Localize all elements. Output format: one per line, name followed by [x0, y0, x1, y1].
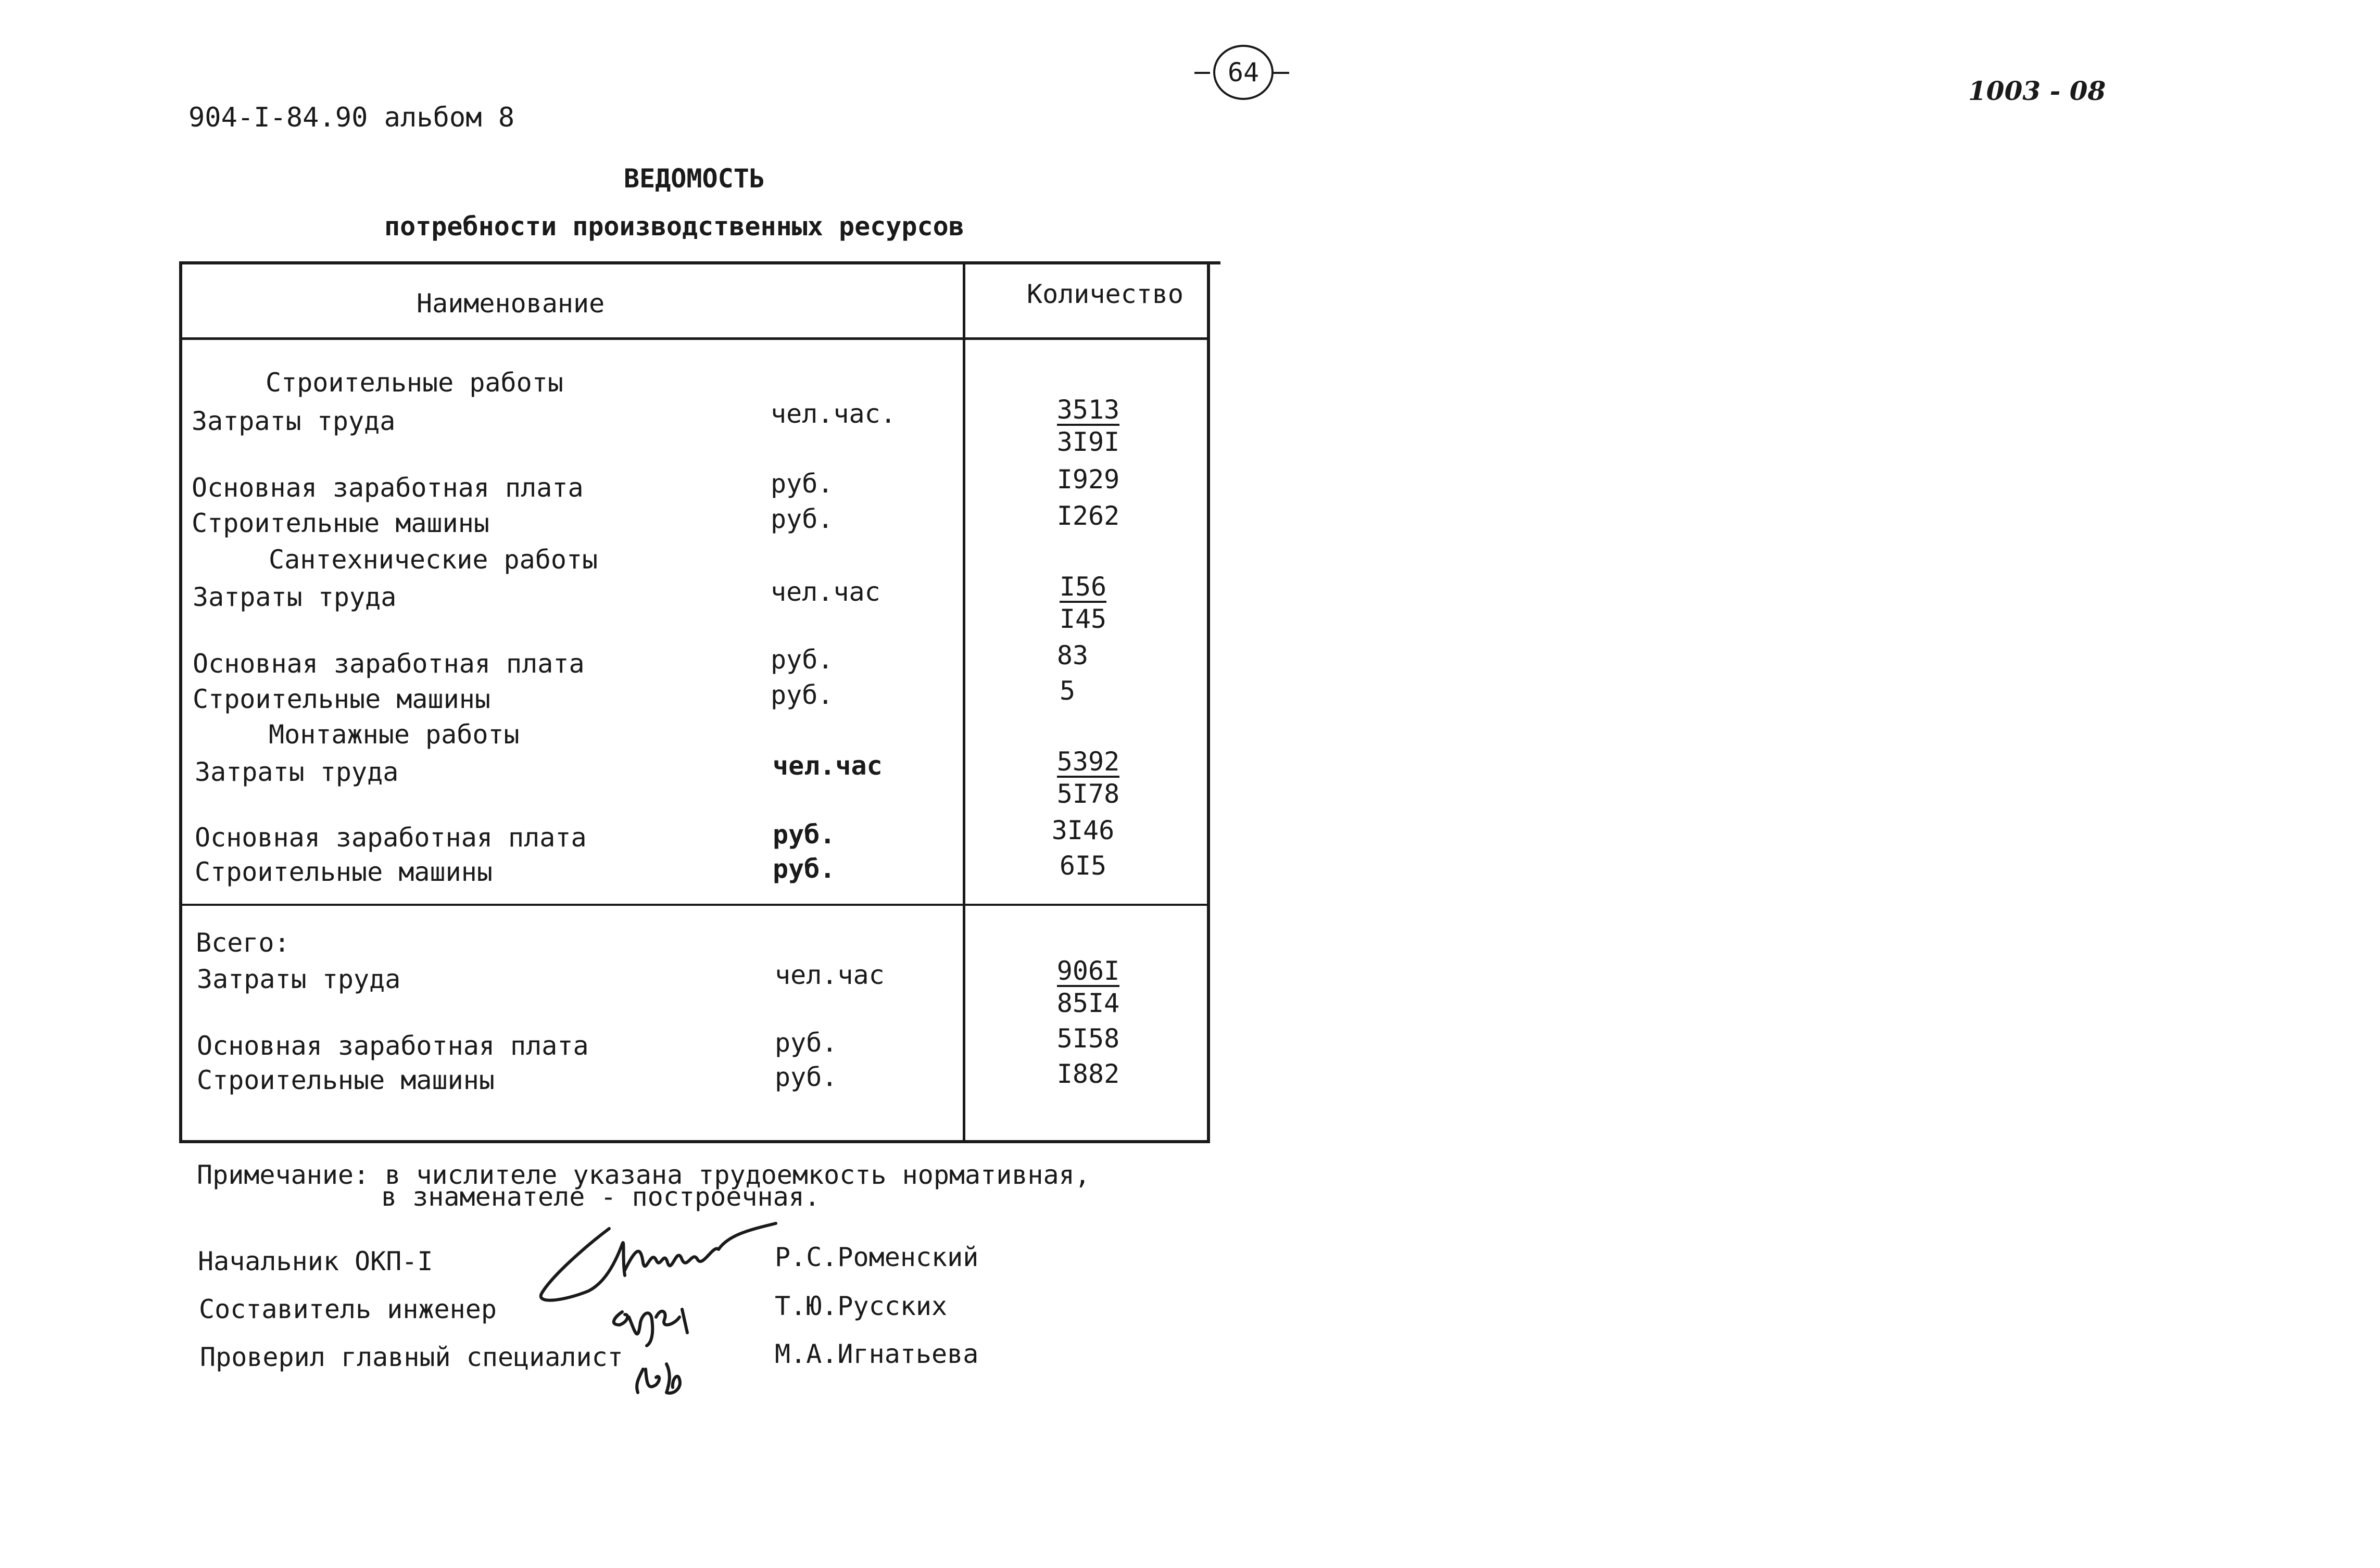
table-total-rule — [179, 904, 1210, 906]
row-name: Строительные машины — [193, 684, 490, 714]
quantity-numerator: 3513 — [1056, 395, 1120, 425]
page-number-dash-right — [1274, 72, 1289, 74]
table-border-bottom — [179, 1140, 1210, 1143]
row-value: I882 — [1056, 1059, 1120, 1089]
row-name: Строительные машины — [192, 508, 489, 538]
row-value: 83 — [1056, 640, 1089, 671]
row-value: 6I5 — [1059, 851, 1107, 881]
table-border-left — [179, 261, 182, 1143]
quantity-fraction — [1041, 958, 1135, 1019]
row-name: Строительные машины — [197, 1065, 495, 1095]
row-name: Основная заработная плата — [193, 649, 585, 679]
row-unit: чел.час — [775, 960, 885, 990]
row-value: I929 — [1056, 464, 1120, 495]
document-title: ВЕДОМОСТЬ — [624, 163, 765, 194]
row-name: Основная заработная плата — [192, 473, 584, 503]
header-name: Наименование — [417, 288, 605, 319]
table-border-top — [179, 261, 1220, 264]
row-unit: руб. — [773, 819, 836, 850]
document-subtitle: потребности производственных ресурсов — [384, 211, 964, 242]
row-unit: чел.час — [771, 577, 880, 607]
document-code: 904-I-84.90 альбом 8 — [188, 102, 515, 133]
row-value: 3I46 — [1051, 815, 1115, 845]
signature-name: М.А.Игнатьева — [775, 1339, 979, 1369]
quantity-denominator: 85I4 — [1056, 988, 1120, 1018]
signature-role: Начальник ОКП-I — [198, 1246, 433, 1276]
row-value: 5 — [1059, 676, 1076, 706]
note-line-1: Примечание: в числителе указана трудоемкость нормативная, — [197, 1160, 1090, 1190]
row-name: Затраты труда — [197, 964, 401, 994]
header-quantity: Количество — [1027, 279, 1184, 309]
section-heading: Строительные работы — [266, 368, 563, 398]
quantity-fraction — [1036, 574, 1130, 635]
row-name: Затраты труда — [192, 406, 396, 436]
row-name: Строительные машины — [195, 857, 493, 887]
table-column-divider — [963, 261, 965, 1143]
note-line-2: в знаменателе - построечная. — [381, 1182, 820, 1212]
row-value: 5I58 — [1056, 1023, 1120, 1054]
row-unit: руб. — [773, 854, 836, 884]
handwritten-signatures — [531, 1213, 802, 1400]
quantity-fraction — [1041, 397, 1135, 458]
row-unit: руб. — [775, 1028, 838, 1058]
quantity-fraction — [1041, 749, 1135, 810]
row-name: Затраты труда — [195, 757, 399, 787]
quantity-numerator: 906I — [1056, 956, 1120, 986]
row-name: Затраты труда — [193, 582, 397, 612]
quantity-numerator: I56 — [1059, 572, 1107, 602]
section-heading: Сантехнические работы — [269, 545, 598, 575]
row-unit: руб. — [771, 504, 834, 534]
quantity-numerator: 5392 — [1056, 747, 1120, 777]
quantity-denominator: 5I78 — [1056, 779, 1120, 809]
row-unit: чел.час — [773, 751, 883, 781]
quantity-denominator: 3I9I — [1056, 427, 1120, 457]
page-number: 64 — [1213, 45, 1274, 100]
row-value: I262 — [1056, 501, 1120, 531]
signature-role: Проверил главный специалист — [200, 1342, 623, 1372]
section-heading: Монтажные работы — [269, 719, 520, 750]
signature-name: Р.С.Роменский — [775, 1242, 979, 1272]
row-unit: руб. — [771, 469, 834, 499]
archive-number: 1003 - 08 — [1968, 75, 2106, 106]
signature-name: Т.Ю.Русских — [775, 1291, 948, 1321]
row-name: Основная заработная плата — [197, 1031, 589, 1061]
total-heading: Всего: — [196, 928, 290, 958]
page-number-dash-left — [1194, 72, 1210, 74]
table-header-rule — [179, 337, 1210, 340]
row-unit: руб. — [771, 680, 834, 710]
table-border-right — [1207, 261, 1210, 1143]
row-unit: руб. — [775, 1062, 838, 1092]
quantity-denominator: I45 — [1059, 604, 1107, 634]
row-unit: руб. — [771, 644, 834, 675]
row-name: Основная заработная плата — [195, 823, 587, 853]
signature-role: Составитель инженер — [199, 1294, 497, 1324]
row-unit: чел.час. — [771, 399, 896, 429]
